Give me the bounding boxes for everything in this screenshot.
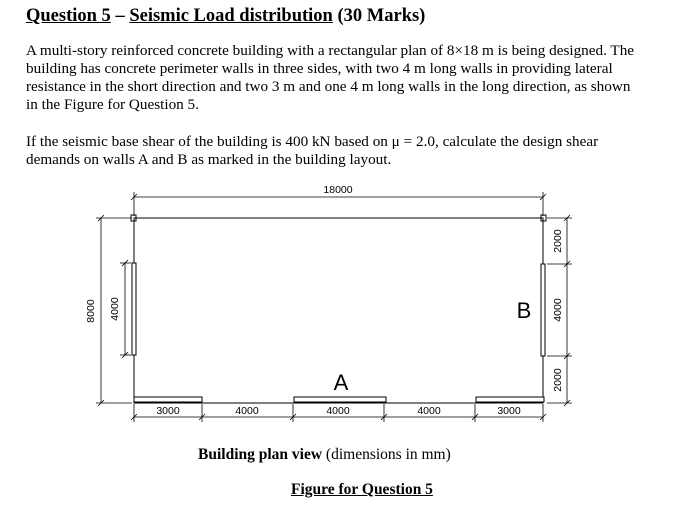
question-title: Seismic Load distribution [129,6,333,26]
problem-task: If the seismic base shear of the building is 400 kN based on μ = 2.0, calculate the design shear demands on walls A and B as marked in the building layout. [26,133,599,168]
dim-overall-height: 8000 [85,299,97,323]
caption-units: (dimensions in mm) [322,446,451,463]
wall-b [541,264,545,356]
bottom-wall-left [134,397,202,402]
question-number: Question 5 [26,6,111,26]
wall-a-label: A [333,370,349,395]
dim-bottom-4: 4000 [417,405,441,417]
dim-overall-width: 18000 [323,184,353,196]
problem-description: A multi-story reinforced concrete building with a rectangular plan of 8×18 m is being designed. The building has concrete perimeter walls in three sides, with two 4 m long walls in providing lateral resistance in the short direction and two 3 m and one 4 m long walls in the long direction, as shown in the Figure for Question 5. [26,42,635,113]
question-marks: (30 Marks) [332,6,426,26]
bottom-wall-right [476,397,544,402]
figure-caption [198,446,451,464]
dim-bottom-3: 4000 [326,405,350,417]
wall-a [294,397,386,402]
dim-bottom-5: 3000 [497,405,521,417]
left-wall [132,263,136,355]
dim-bottom-1: 3000 [156,405,180,417]
heading-dash: – [110,6,130,26]
dim-right-3: 2000 [552,368,564,392]
caption-title: Building plan view [198,446,323,463]
dim-right-2: 4000 [552,298,564,322]
dim-right-1: 2000 [552,229,564,253]
wall-b-label: B [516,298,532,323]
figure-reference: Figure for Question 5 [291,481,433,498]
dim-left-wall: 4000 [109,297,121,321]
dim-bottom-2: 4000 [235,405,259,417]
